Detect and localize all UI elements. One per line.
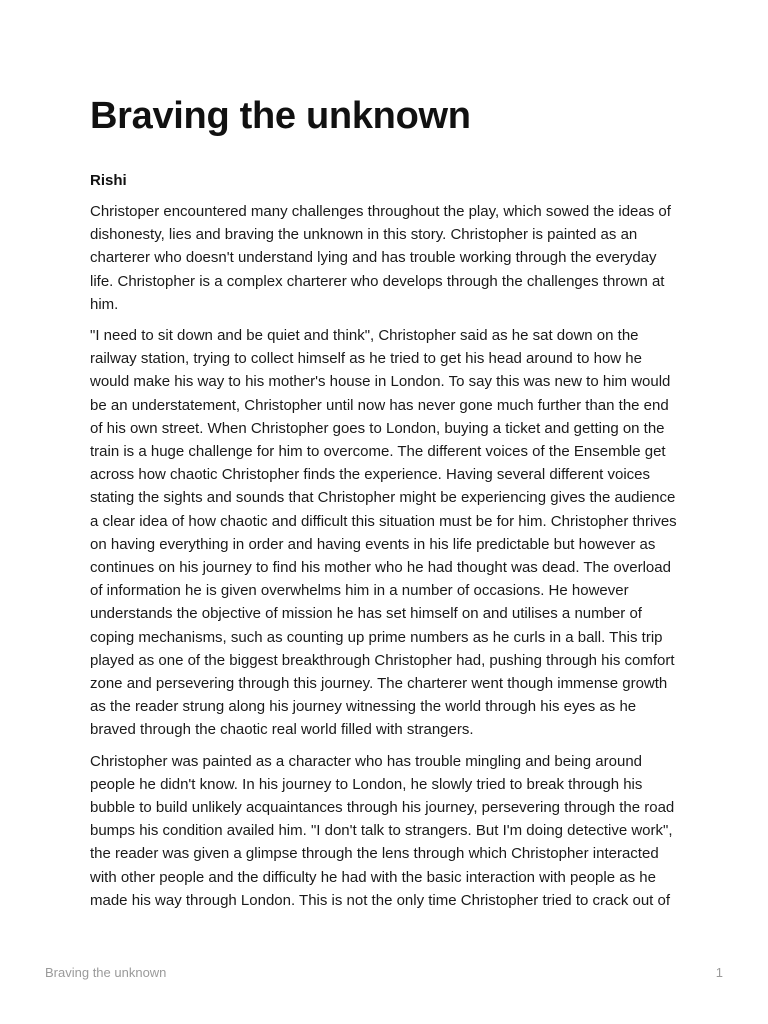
footer-document-title: Braving the unknown: [45, 965, 167, 980]
document-title: Braving the unknown: [90, 95, 471, 137]
document-body: [90, 94, 680, 912]
paragraph-1: Christoper encountered many challenges throughout the play, which sowed the ideas of dishonesty, lies and braving the unknown in this story. Christopher is painted as an charterer who doesn't understand lying and has trouble working through the everyday life. Christopher is a complex charterer who develops through the challenges thrown at him.: [90, 203, 671, 313]
paragraph-3: Christopher was painted as a character who has trouble mingling and being around people he didn't know. In his journey to London, he slowly tried to break through his bubble to build unlikely acquaintances through his journey, persevering through the road bumps his condition availed him. "I don't talk to strangers. But I'm doing detective work", the reader was given a glimpse through the lens through which Christopher interacted with other people and the difficulty he had with the basic interaction with people as he made his way through London. This is not the only time Christopher tried to crack out of: [90, 752, 675, 909]
paragraph-2: "I need to sit down and be quiet and think", Christopher said as he sat down on the railway station, trying to collect himself as he tried to get his head around to how he would make his way to his mother's house in London. To say this was new to him would be an understatement, Christopher until now has never gone much further than the end of his own street. When Christopher goes to London, buying a ticket and getting on the train is a huge challenge for him to overcome. The different voices of the Ensemble get across how chaotic Christopher finds the experience. Having several different voices stating the sights and sounds that Christopher might be experiencing gives the audience a clear idea of how chaotic and difficult this situation must be for him. Christopher thrives on having everything in order and having events in his life predictable but however as continues on his journey to find his mother who he had thought was dead. The overload of information he is given overwhelms him in a number of occasions. He however understands the objective of mission he has set himself on and utilises a number of coping mechanisms, such as counting up prime numbers as he curls in a ball. This trip played as one of the biggest breakthrough Christopher had, pushing through his comfort zone and persevering through this journey. The charterer went though immense growth as the reader strung along his journey witnessing the world through his eyes as he braved through the chaotic real world filled with strangers.: [90, 327, 677, 739]
author-name: Rishi: [90, 172, 127, 189]
footer-page-number: 1: [715, 965, 723, 980]
